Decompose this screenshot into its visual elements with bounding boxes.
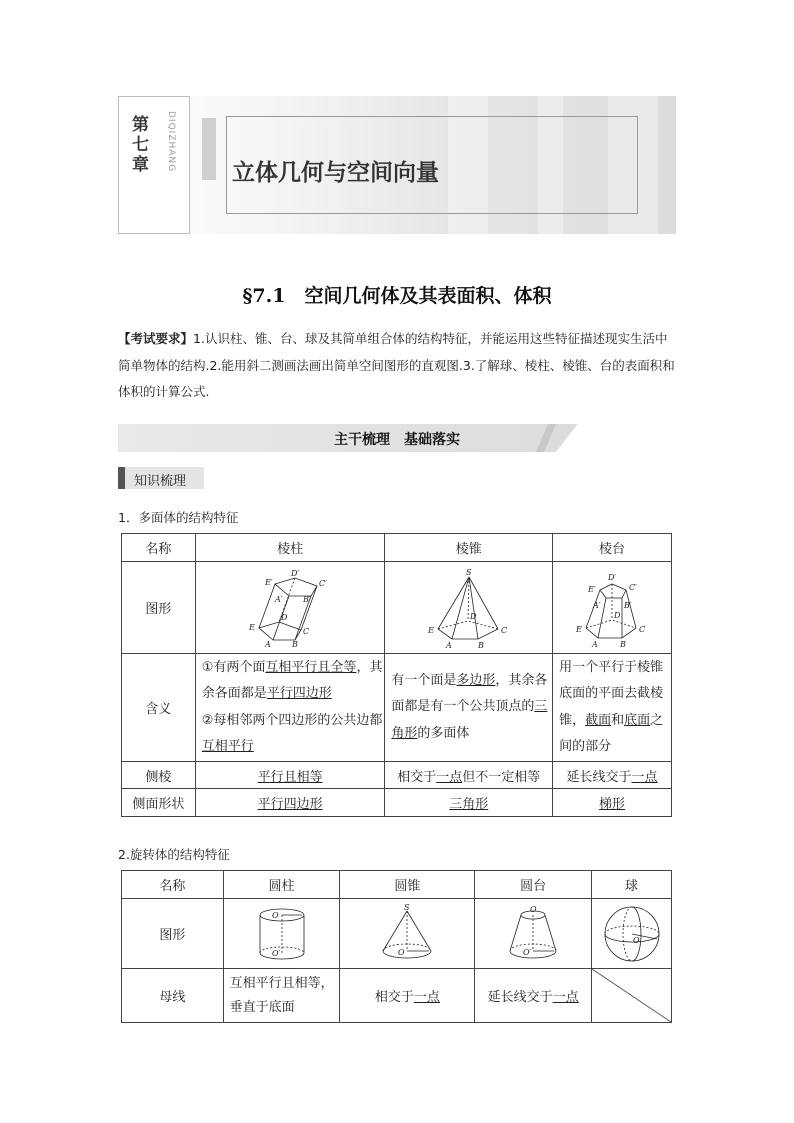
frustum-label: D′ [608, 572, 617, 582]
underlined-answer: 底面 [624, 712, 651, 728]
underlined-answer: 三角形 [449, 797, 489, 812]
cone-figure [372, 903, 442, 965]
cylinder-label: O′ [271, 948, 280, 958]
header-pyramid: 棱锥 [385, 534, 553, 562]
row-label-lateral-shape: 侧面形状 [122, 789, 196, 817]
prism-label: A′ [275, 594, 283, 604]
prism-label: D′ [291, 568, 300, 578]
prism-lateral-shape [195, 789, 385, 817]
prism-figure-cell [195, 562, 385, 654]
prism-label: E [249, 622, 255, 632]
text-run: ①有两个面 [201, 659, 266, 675]
text-run: ②每相邻两个四边形的公共边都 [201, 712, 383, 728]
cylinder-figure-cell [223, 899, 340, 969]
text-run: ，其余各面都是有一个公共顶点的 [391, 672, 548, 715]
prism-label: B′ [303, 594, 311, 604]
text-run: 之间的部分 [559, 712, 664, 754]
text-run: 但不一定相等 [462, 769, 541, 785]
table-row [122, 969, 672, 1023]
pyramid-figure-cell [385, 562, 553, 654]
sphere-figure-cell [592, 899, 672, 969]
text-run: 延长线交于 [566, 769, 632, 785]
underlined-answer: 一点 [436, 769, 463, 785]
table-row [122, 789, 672, 817]
pyramid-label: D [469, 611, 477, 621]
band-title: 主干梳理 基础落实 [334, 432, 460, 448]
pyramid-lateral-edges [385, 762, 553, 789]
prism-figure [245, 568, 335, 648]
cone-generatrix [340, 969, 475, 1023]
round-frustum-figure [498, 903, 568, 965]
table1-heading: 1．多面体的结构特征 [118, 510, 239, 525]
frustum-label: B [620, 639, 626, 648]
knowledge-tag [118, 467, 204, 489]
header-name: 名称 [122, 871, 224, 899]
underlined-answer: 平行且相等 [257, 769, 323, 785]
row-label-generatrix: 母线 [122, 969, 224, 1023]
cylinder-label: O [271, 910, 279, 920]
table-row [122, 562, 672, 654]
cone-label: O [398, 947, 405, 957]
frustum-generatrix [475, 969, 592, 1023]
underlined-answer: 互相平行且全等 [265, 659, 357, 675]
prism-label: B [292, 639, 298, 648]
round-frustum-label: O [530, 904, 537, 914]
sphere-figure [599, 903, 665, 965]
frustum-label: C [639, 624, 646, 634]
underlined-answer: 截面 [585, 712, 612, 728]
underlined-answer: 平行四边形 [266, 686, 332, 701]
underlined-answer: 三角形 [391, 699, 548, 741]
header-frustum: 棱台 [553, 534, 672, 562]
polyhedron-table [121, 533, 672, 817]
underlined-answer: 平行四边形 [257, 797, 323, 812]
sphere-generatrix-empty [592, 969, 672, 1023]
cylinder-figure [247, 903, 317, 965]
underlined-answer: 一点 [631, 769, 658, 785]
text-run: 用一个平行于棱锥底面的平面去截棱锥， [559, 659, 664, 728]
text-run: 有一个面是 [391, 672, 457, 688]
text-run: 延长线交于 [487, 990, 553, 1005]
prism-label: C [303, 626, 310, 636]
frustum-label: A′ [593, 600, 601, 610]
header-cylinder: 圆柱 [223, 871, 340, 899]
text-run: 相交于 [397, 769, 437, 785]
prism-lateral-edges [195, 762, 385, 789]
underlined-answer: 互相平行 [201, 739, 254, 754]
table-row [122, 899, 672, 969]
cone-label: S [404, 902, 410, 912]
text-run: 的多面体 [417, 725, 470, 741]
frustum-label: A [592, 639, 598, 648]
frustum-lateral-edges [553, 762, 672, 789]
row-label-figure: 图形 [122, 899, 224, 969]
underlined-answer: 多边形 [456, 672, 496, 688]
underlined-answer: 一点 [552, 990, 579, 1005]
tag-title: 知识梳理 [134, 474, 187, 489]
sphere-label: O [632, 935, 640, 945]
header-name: 名称 [122, 534, 196, 562]
header-prism: 棱柱 [195, 534, 385, 562]
prism-label: C′ [319, 578, 328, 588]
header-frustum: 圆台 [475, 871, 592, 899]
chapter-label-box [118, 96, 190, 234]
chapter-title: 立体几何与空间向量 [232, 160, 439, 186]
chapter-pinyin: DIQIZHANG [166, 111, 176, 173]
chapter-accent-bar [202, 118, 216, 180]
requirements-tag: 【考试要求】 [118, 331, 194, 346]
pyramid-label: B [477, 640, 484, 649]
tag-marker [118, 467, 125, 489]
requirements-text: 1.认识柱、锥、台、球及其简单组合体的结构特征，并能运用这些特征描述现实生活中简单物体的结构.2.能用斜二测画法画出简单空间图形的直观图.3.了解球、棱柱、棱锥、台的表面积和体积的计算公式. [118, 331, 675, 399]
chapter-banner [118, 96, 676, 234]
header-cone: 圆锥 [340, 871, 475, 899]
frustum-label: C′ [629, 582, 637, 592]
exam-requirements [118, 326, 678, 406]
frustum-label: B′ [624, 600, 632, 610]
pyramid-figure [424, 567, 514, 649]
table-row [122, 871, 672, 899]
pyramid-label: E [427, 625, 434, 635]
frustum-lateral-shape [553, 789, 672, 817]
frustum-figure [572, 568, 652, 648]
frustum-label: E [576, 624, 582, 634]
pyramid-label: A [445, 640, 452, 649]
prism-meaning [195, 654, 385, 762]
pyramid-label: S [465, 567, 472, 577]
text-run: ，其余各面都是 [201, 659, 383, 701]
row-label-lateral-edges: 侧棱 [122, 762, 196, 789]
prism-label: A [265, 639, 271, 648]
pyramid-lateral-shape [385, 789, 553, 817]
cylinder-generatrix: 互相平行且相等，垂直于底面 [223, 969, 340, 1023]
round-frustum-label: O′ [523, 947, 532, 957]
section-band [118, 424, 676, 452]
prism-label: D [281, 612, 288, 622]
table-row [122, 534, 672, 562]
diagonal-slash [592, 969, 671, 1022]
row-label-meaning: 含义 [122, 654, 196, 762]
header-sphere: 球 [592, 871, 672, 899]
frustum-meaning [553, 654, 672, 762]
table2-heading: 2.旋转体的结构特征 [118, 847, 230, 862]
solid-of-revolution-table [121, 870, 672, 1023]
pyramid-label: C [500, 625, 507, 635]
underlined-answer: 梯形 [599, 797, 626, 812]
cone-figure-cell [340, 899, 475, 969]
frustum-label: D [614, 610, 621, 620]
table-row [122, 654, 672, 762]
frustum-figure-cell [553, 562, 672, 654]
underlined-answer: 一点 [413, 990, 440, 1005]
frustum-figure-cell [475, 899, 592, 969]
row-label-figure: 图形 [122, 562, 196, 654]
text-run: 相交于 [374, 990, 414, 1005]
chapter-label: 第七章 [132, 115, 149, 175]
pyramid-meaning [385, 654, 553, 762]
frustum-label: E′ [588, 584, 596, 594]
text-run: 和 [611, 712, 625, 728]
section-title: §7.1 空间几何体及其表面积、体积 [242, 285, 552, 307]
prism-label: E′ [265, 577, 273, 587]
table-row [122, 762, 672, 789]
